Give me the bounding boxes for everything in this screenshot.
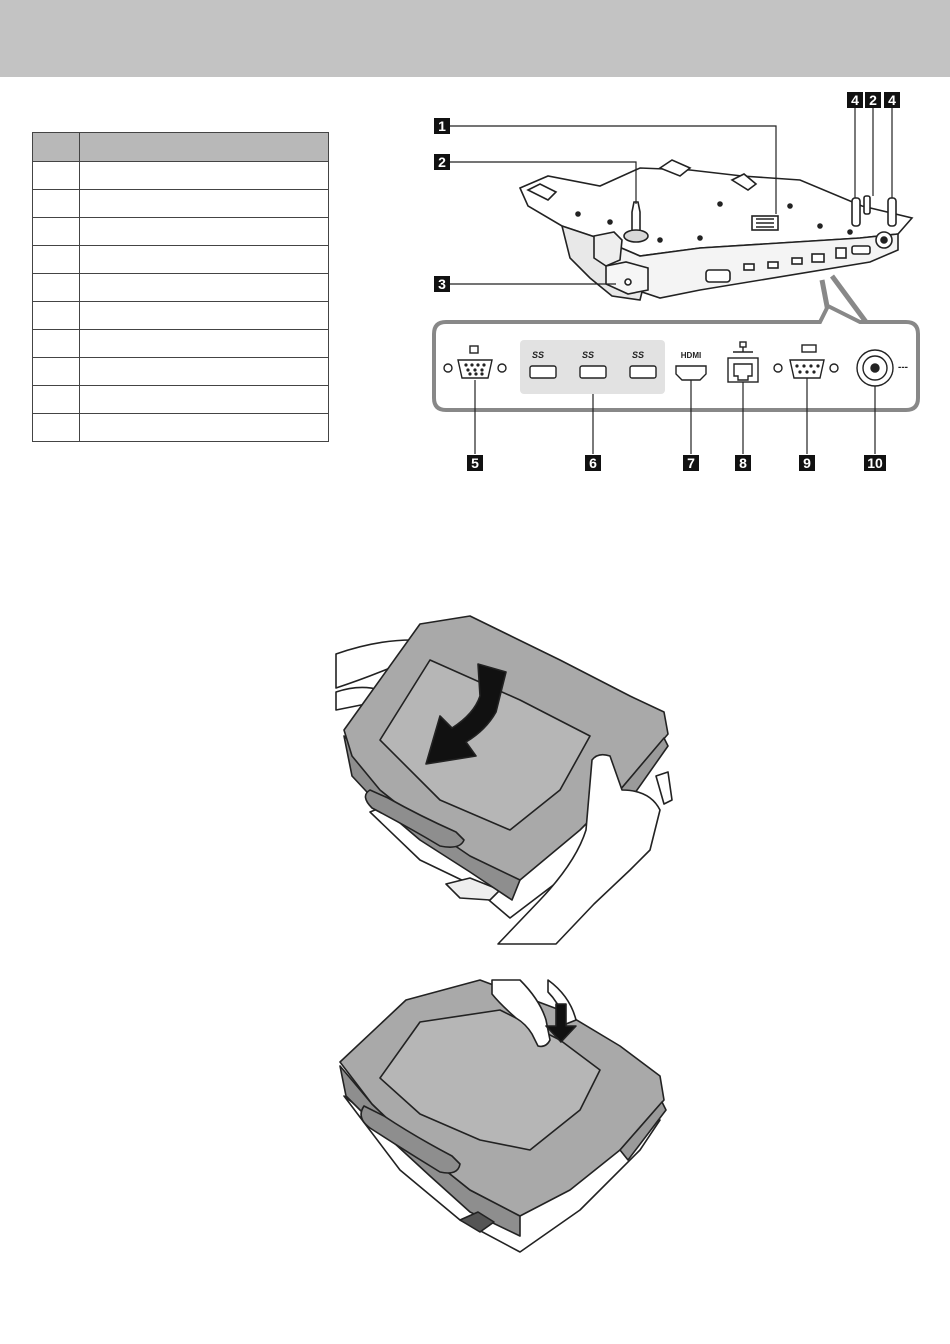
laptop-insert-illustration [336,616,672,944]
dock-station-illustration [520,160,912,300]
callout-6 [585,455,601,471]
callout-8 [735,455,751,471]
svg-text:7: 7 [687,455,695,471]
callout-7 [683,455,699,471]
callout-3 [434,276,450,292]
svg-text:2: 2 [869,92,877,108]
callout-1 [434,118,450,134]
hdmi-port-icon [676,366,706,380]
port-callouts [467,455,886,471]
laptop-press-illustration [340,980,666,1252]
svg-text:10: 10 [867,455,883,471]
callout-10 [864,455,886,471]
usb-label-1: SS [532,350,545,360]
usb-port-icon [530,366,656,378]
port-panel [434,306,918,454]
callout-4-left [847,92,863,108]
svg-text:1: 1 [438,118,446,134]
svg-text:3: 3 [438,276,446,292]
usb-label-2: SS [582,350,595,360]
svg-text:6: 6 [589,455,597,471]
svg-text:2: 2 [438,154,446,170]
callout-2 [434,154,450,170]
usb-label-3: SS [632,350,645,360]
callout-9 [799,455,815,471]
svg-text:4: 4 [888,92,896,108]
callout-4-right [884,92,900,108]
svg-text:9: 9 [803,455,811,471]
svg-text:8: 8 [739,455,747,471]
svg-text:5: 5 [471,455,479,471]
dc-label: --- [898,362,908,373]
dc-in-icon [857,350,893,386]
svg-text:4: 4 [851,92,859,108]
callout-5 [467,455,483,471]
callout-2-top [865,92,881,108]
hdmi-label: HDMI [680,351,702,360]
